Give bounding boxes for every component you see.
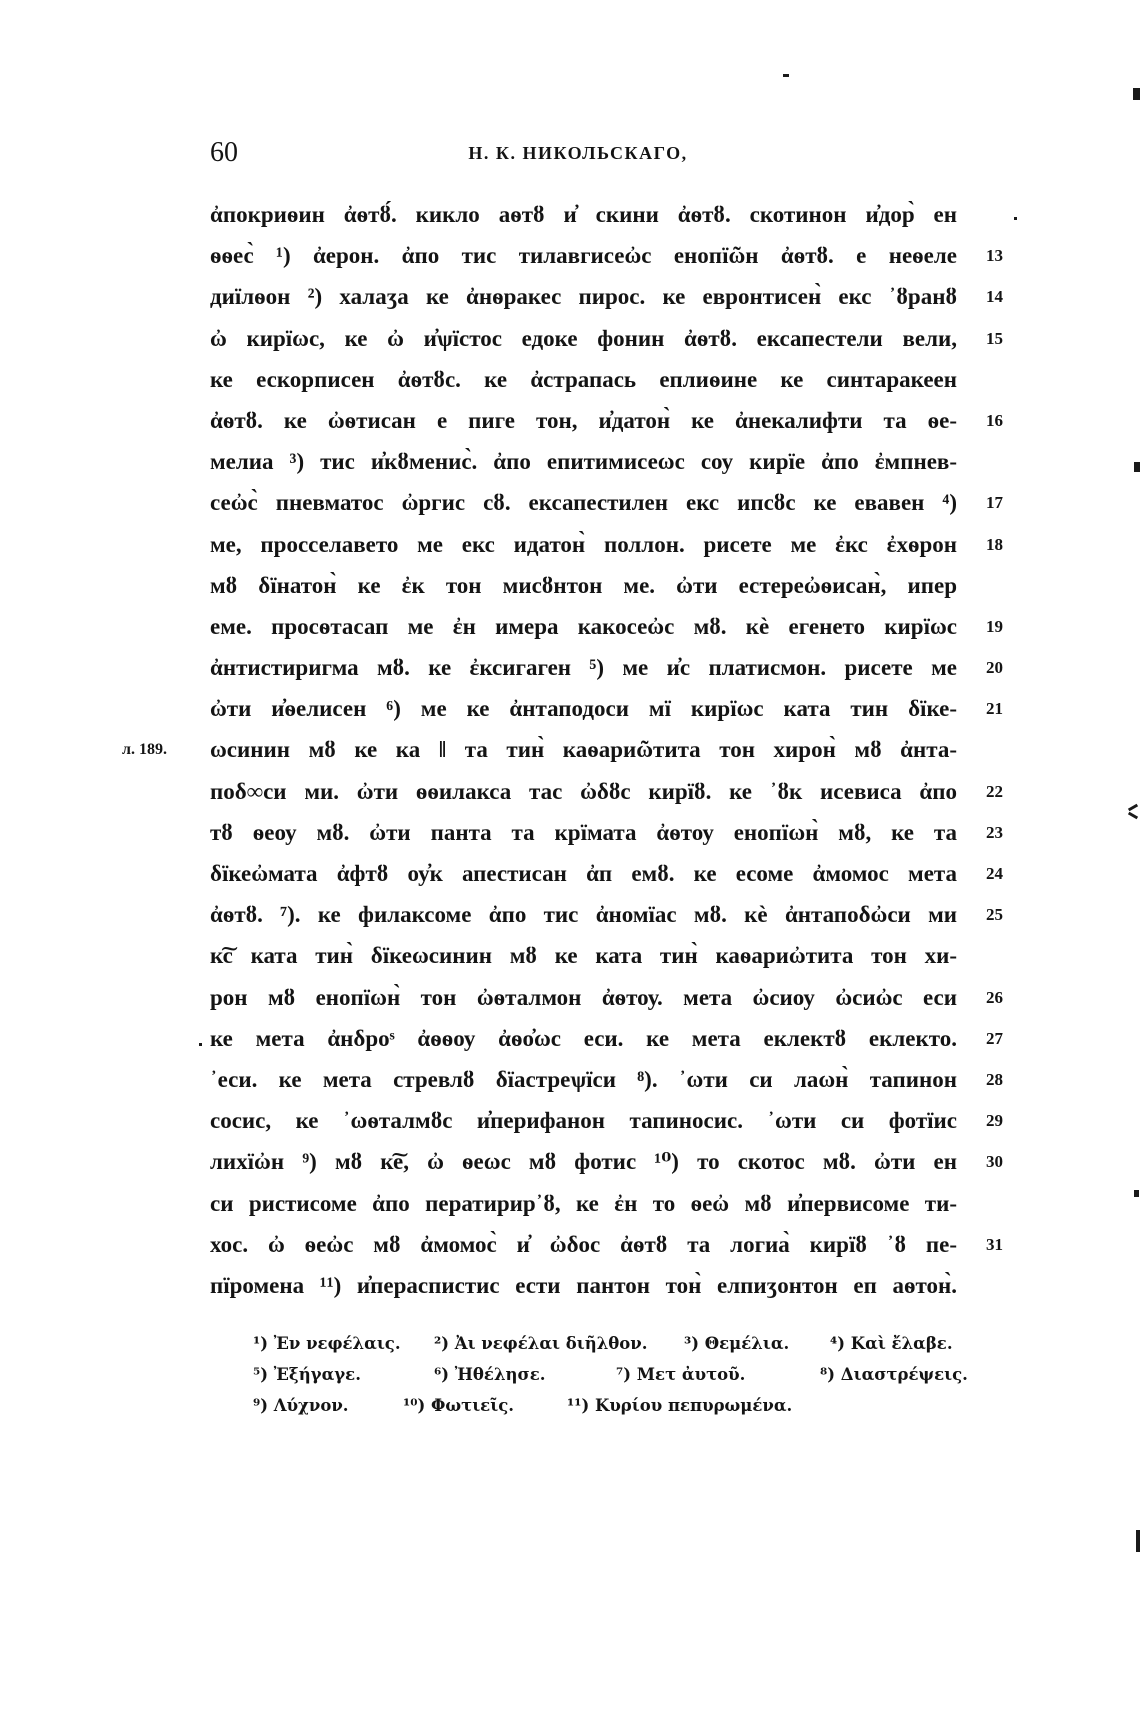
text-row: [210, 771, 1040, 812]
verse-number: 15: [986, 328, 1003, 348]
scan-speck: [1136, 1530, 1140, 1552]
text-row: [210, 482, 1040, 523]
text-line: си ристисоме ἀпо ператирир᾿ȣ, ке ἐн то ѳеὠ мȣ и̓первисоме ти-: [210, 1190, 957, 1216]
text-line: пїромена ¹¹) и̓пераспистис ести пантон тон̀ елпиӡонтон еп аѳтон̀.: [210, 1272, 957, 1298]
verse-number: 30: [986, 1152, 1003, 1172]
scan-speck: [199, 1043, 202, 1046]
text-line: тȣ ѳеоу мȣ. ὠти панта та крїмата ἀѳтоу енопїωн̀ мȣ, ке та: [210, 819, 957, 845]
footnote: ⁸) Διαστρέψεις.: [820, 1365, 968, 1384]
text-row: [210, 359, 1040, 400]
text-row: [210, 688, 1040, 729]
text-line: к͠с ката тин̀ δїкеωсинин мȣ ке ката тин̀ каѳариὠтита тон хи-: [210, 943, 957, 969]
verse-number: 21: [986, 699, 1003, 719]
verse-number: 25: [986, 905, 1003, 925]
verse-number: 27: [986, 1028, 1003, 1048]
text-line: диїлѳон ²) халаӡа ке ἀнѳракес пирос. ке евронтисен̀ екс ᾿ȣранȣ: [210, 284, 957, 310]
text-row: [210, 400, 1040, 441]
scan-speck: [1134, 462, 1140, 472]
text-line: рон мȣ енопїωн̀ тон ὠѳталмон ἀѳтоу. мета ὠсиоу ὠсиὠс еси: [210, 984, 957, 1010]
text-row: [210, 1265, 1040, 1306]
text-row: [210, 524, 1040, 565]
text-line: ἀѳтȣ. ке ὠѳтисан е пиге тон, и̓датон̀ ке ἀнекалифти та ѳе-: [210, 407, 957, 433]
text-line: ἀпокриѳин ἀѳтȣ́. кикло аѳтȣ и̓ скини ἀѳтȣ. скотинон и̓дор̀ ен: [210, 202, 957, 227]
footnote: ¹) Ἐν νεφέλαις.: [253, 1334, 401, 1353]
verse-number: 26: [986, 987, 1003, 1007]
text-line: мȣ δїнатон̀ ке ἐк тон мисȣнтон ме. ὠти естереὠѳисан̀, ипер: [210, 572, 957, 598]
verse-number: 18: [986, 534, 1003, 554]
text-line: δїкеὠмата ἀфтȣ оу̓к апестисан ἀп емȣ. ке есоме ἀмомос мета: [210, 861, 957, 886]
verse-number: 16: [986, 410, 1003, 430]
text-row: [210, 318, 1040, 359]
folio-margin-note: л. 189.: [122, 741, 167, 759]
text-line: поδ∞си ми. ὠти ѳѳилакса тас ὠδȣс кирїȣ. ке ᾿ȣк исевиса ἀпо: [210, 778, 957, 804]
text-row: [210, 1141, 1040, 1182]
text-row: [210, 565, 1040, 606]
scan-speck: [1128, 812, 1138, 820]
verse-number: 24: [986, 864, 1003, 883]
footnote: ⁷) Μετ ἀυτοῦ.: [616, 1365, 746, 1384]
verse-number: 17: [986, 493, 1003, 513]
verse-number: 20: [986, 658, 1003, 678]
text-row: [210, 441, 1040, 482]
text-line: ὠ кирїωс, ке ὠ и̓ѱїстос едоке фонин ἀѳтȣ. ексапестели вели,: [210, 325, 957, 351]
text-row: [210, 853, 1040, 894]
text-row: [210, 235, 1040, 276]
verse-number: 14: [986, 287, 1003, 307]
text-line: ᾿еси. ке мета стревлȣ δїастреѱїси ⁸). ᾿ωти си лаωн̀ тапинон: [210, 1066, 957, 1092]
footnote: ⁴) Καὶ ἔλαβε.: [830, 1334, 953, 1353]
page-number: 60: [210, 137, 238, 168]
text-line: хос. ὠ ѳеὠс мȣ ἀмомос̀ и̓ ὠδос ἀѳтȣ та логиа̀ кирїȣ ᾿ȣ пе-: [210, 1231, 957, 1257]
scan-speck: [1128, 804, 1138, 812]
text-line: ἀѳтȣ. ⁷). ке филаксоме ἀпо тис ἀномїас мȣ. кѐ ἀнтапоδὠси ми: [210, 902, 957, 928]
text-row: [210, 894, 1040, 935]
text-row: [210, 276, 1040, 317]
text-line: сеὠс̀ пневматос ὠргис сȣ. ексапестилен екс ипсȣс ке евавен ⁴): [210, 490, 957, 516]
text-row: [210, 1059, 1040, 1100]
text-row: [210, 1100, 1040, 1141]
footnote: ²) Ἀι νεφέλαι διῆλθον.: [434, 1334, 648, 1353]
text-row: [210, 194, 1040, 235]
verse-number: 31: [986, 1234, 1003, 1254]
scan-speck: [1134, 1190, 1139, 1197]
text-line: ке ескорписен ἀѳтȣс. ке ἀстрапась еплиѳине ке синтаракеен: [210, 366, 957, 392]
verse-number: 23: [986, 822, 1003, 842]
main-text-block: [122, 194, 1040, 1306]
text-row: [210, 812, 1040, 853]
running-head: Н. К. НИКОЛЬСКАГО,: [468, 143, 688, 163]
text-line: ме, просселавето ме екс идатон̀ поллон. рисете ме ἐкс ἐхѳрон: [210, 531, 957, 557]
scan-speck: [783, 74, 789, 77]
text-line: сосис, ке ᾿ωѳталмȣс и̓перифанон тапиносис. ᾿ωти си фотїис: [210, 1108, 957, 1134]
text-row: [210, 647, 1040, 688]
text-row: [210, 1018, 1040, 1059]
text-line: лихїὠн ⁹) мȣ к͠е, ὠ ѳеωс мȣ фотис ¹⁰) то скотос мȣ. ὠти ен: [210, 1149, 957, 1175]
footnote: ⁶) Ἠθέλησε.: [434, 1365, 546, 1384]
footnote: ³) Θεμέλια.: [684, 1334, 790, 1353]
verse-number: 22: [986, 781, 1003, 801]
text-row: [210, 935, 1040, 976]
footnote: ¹¹) Κυρίου πεπυρωμένα.: [567, 1396, 793, 1415]
text-line: мелиа ³) тис и̓кȣменис̀. ἀпо епитимисеωс соу кирїе ἀпо ἐмпнев-: [210, 449, 957, 475]
text-row: [122, 729, 1040, 770]
text-row: [210, 1224, 1040, 1265]
verse-number: 28: [986, 1069, 1003, 1089]
verse-number: 13: [986, 246, 1003, 266]
text-line: ωсинин мȣ ке ка ‖ та тин̀ каѳариῶтита тон хирон̀ мȣ ἀнта-: [210, 737, 957, 763]
footnote: ¹⁰) Φωτιεῖς.: [403, 1396, 514, 1415]
text-line: ἀнтистиригма мȣ. ке ἐксигаген ⁵) ме и̓с платисмон. рисете ме: [210, 655, 957, 681]
text-row: [210, 1183, 1040, 1224]
text-row: [210, 606, 1040, 647]
verse-number: 29: [986, 1111, 1003, 1131]
text-line: ὠти и̓ѳелисен ⁶) ме ке ἀнтаподоси мї кирїωс ката тин δїке-: [210, 696, 957, 722]
footnote: ⁹) Λύχνον.: [253, 1396, 349, 1415]
verse-number: 19: [986, 616, 1003, 636]
scan-speck: [1014, 217, 1017, 220]
text-line: ке мета ἀнδроˢ ἀѳѳоу ἀѳо̓ωс еси. ке мета еклектȣ еклекто.: [210, 1025, 957, 1051]
scan-speck: [1133, 88, 1140, 100]
text-line: ѳѳес̀ ¹) ἀерон. ἀпо тис тилавгисеὠс енопїῶн ἀѳтȣ. е неѳеле: [210, 243, 957, 269]
text-row: [210, 977, 1040, 1018]
text-line: еме. просѳтасап ме ἐн имера какосеὠс мȣ. кѐ егенето кирїωс: [210, 613, 957, 639]
footnote: ⁵) Ἐξήγαγε.: [253, 1365, 361, 1384]
